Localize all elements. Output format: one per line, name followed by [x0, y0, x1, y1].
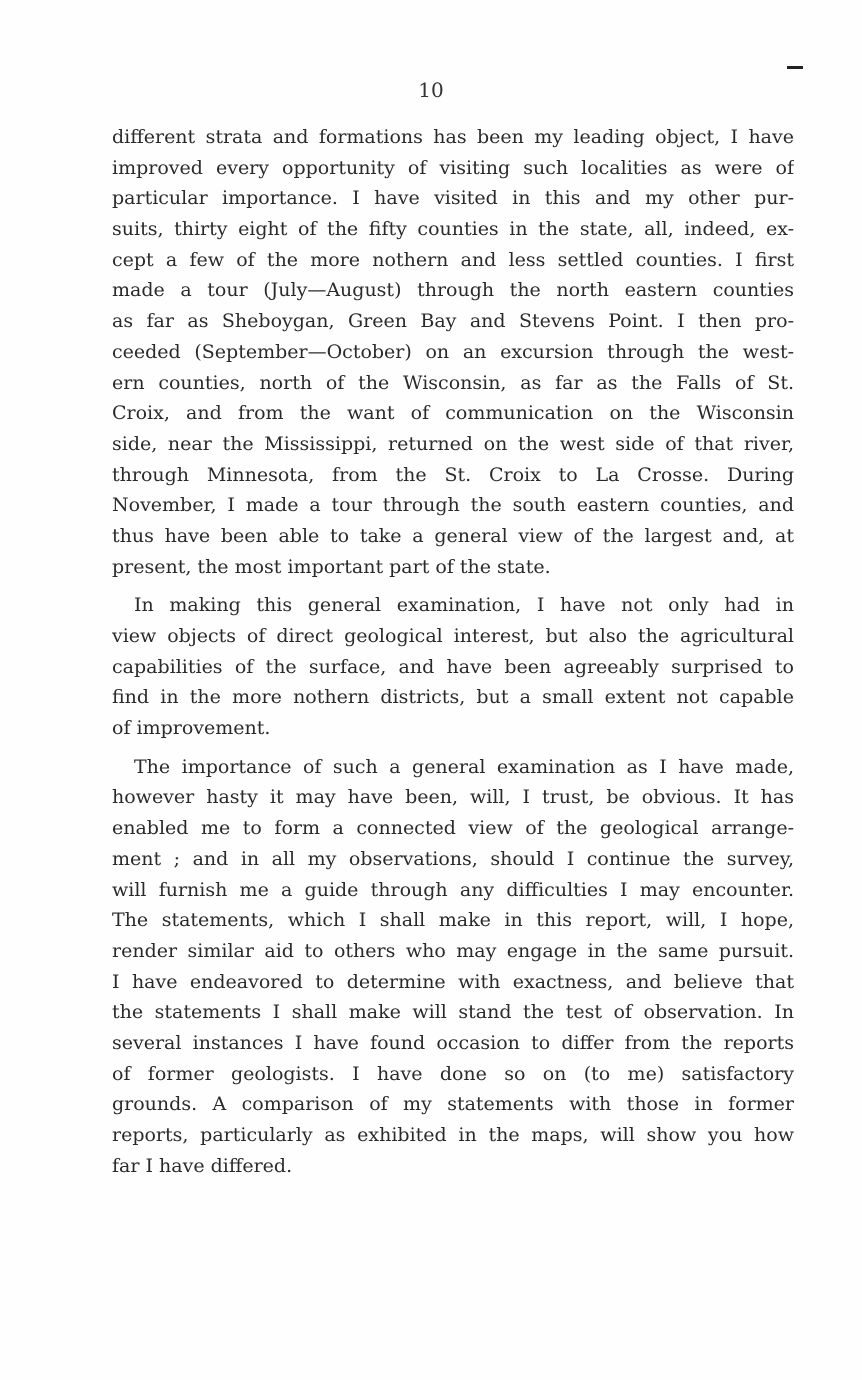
text-line: present, the most important part of the state. [112, 555, 551, 578]
text-line: improved every opportunity of visiting such localities as were of [112, 156, 794, 179]
text-line: The statements, which I shall make in this report, will, I hope, [112, 909, 794, 932]
text-line: as far as Sheboygan, Green Bay and Stevens Point. I then pro- [112, 310, 794, 333]
paragraph-3 [112, 752, 794, 1182]
page-number: 10 [418, 78, 444, 102]
text-line: find in the more nothern districts, but a small extent not capable [112, 686, 794, 709]
text-line: of improvement. [112, 717, 271, 740]
text-line: different strata and formations has been my leading object, I have [112, 126, 794, 148]
text-line: far I have differed. [112, 1154, 293, 1177]
text-line: The importance of such a general examination as I have made, [134, 755, 794, 778]
text-line: render similar aid to others who may engage in the same pursuit. [112, 939, 794, 962]
text-line: Croix, and from the want of communication on the Wisconsin [112, 402, 794, 425]
body-text [112, 122, 794, 1181]
text-line: ern counties, north of the Wisconsin, as far as the Falls of St. [112, 371, 794, 394]
text-line: however hasty it may have been, will, I trust, be obvious. It has [112, 786, 794, 809]
text-line: cept a few of the more nothern and less settled counties. I first [112, 248, 794, 271]
text-line: the statements I shall make will stand the test of observation. In [112, 1001, 794, 1024]
text-line: ment ; and in all my observations, should I continue the survey, [112, 847, 794, 870]
text-line: November, I made a tour through the south eastern counties, and [112, 494, 794, 517]
margin-mark [787, 66, 803, 69]
text-line: ceeded (September—October) on an excursion through the west- [112, 340, 794, 363]
text-line: several instances I have found occasion to differ from the reports [112, 1031, 794, 1054]
text-line: will furnish me a guide through any difficulties I may encounter. [112, 878, 794, 901]
text-line: In making this general examination, I have not only had in [134, 594, 794, 617]
text-line: view objects of direct geological interest, but also the agricultural [112, 625, 794, 647]
text-line: made a tour (July—August) through the north eastern counties [112, 279, 794, 302]
text-line: thus have been able to take a general view of the largest and, at [112, 524, 794, 547]
text-line: suits, thirty eight of the fifty counties in the state, all, indeed, ex- [112, 218, 794, 241]
paragraph-1 [112, 122, 794, 582]
text-line: capabilities of the surface, and have been agreeably surprised to [112, 655, 794, 678]
text-line: through Minnesota, from the St. Croix to La Crosse. During [112, 463, 794, 486]
text-line: grounds. A comparison of my statements with those in former [112, 1093, 794, 1116]
text-line: of former geologists. I have done so on (to me) satisfactory [112, 1062, 794, 1085]
text-line: I have endeavored to determine with exactness, and believe that [112, 970, 794, 993]
text-line: particular importance. I have visited in this and my other pur- [112, 187, 794, 210]
text-line: enabled me to form a connected view of the geological arrange- [112, 817, 794, 840]
text-line: reports, particularly as exhibited in the maps, will show you how [112, 1124, 794, 1146]
text-line: side, near the Mississippi, returned on the west side of that river, [112, 432, 794, 455]
paragraph-2 [112, 590, 794, 743]
